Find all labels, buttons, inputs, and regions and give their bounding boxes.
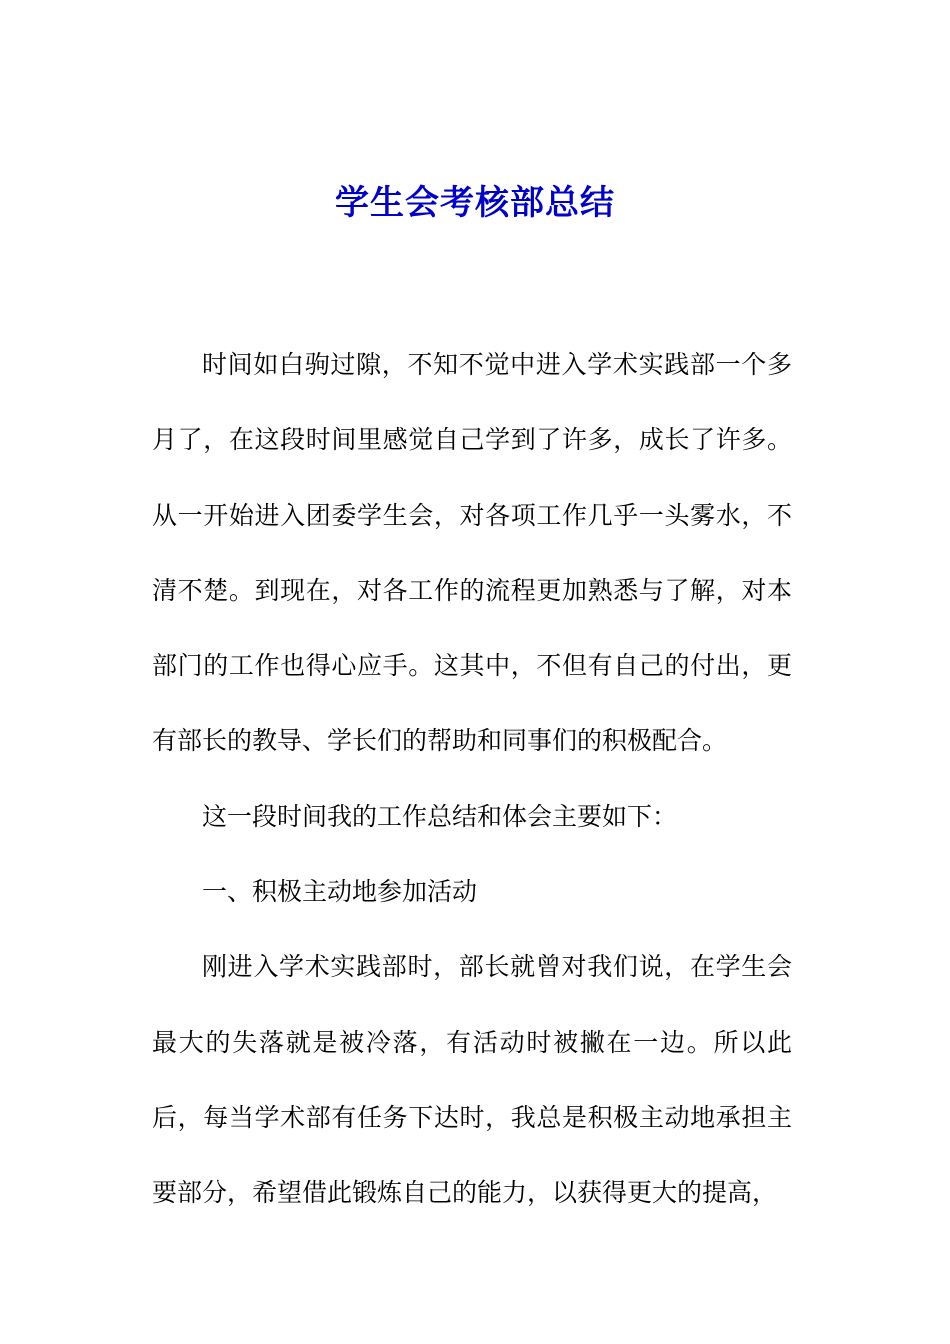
section-heading-1: 一、积极主动地参加活动 xyxy=(202,877,478,907)
document-title: 学生会考核部总结 xyxy=(335,183,615,223)
paragraph-summary-lead: 这一段时间我的工作总结和体会主要如下： xyxy=(202,801,678,831)
paragraph-intro: 时间如白驹过隙，不知不觉中进入学术实践部一个多月了，在这段时间里感觉自己学到了许多，成长了许多。从一开始进入团委学生会，对各项工作几乎一头雾水，不清不楚。到现在，对各工作的流程更加熟悉与了解，对本部门的工作也得心应手。这其中，不但有自己的付出，更有部长的教导、学长们的帮助和同事们的积极配合。 xyxy=(152,350,792,756)
paragraph-section-1: 刚进入学术实践部时，部长就曾对我们说，在学生会最大的失落就是被冷落，有活动时被撇在一边。所以此后，每当学术部有任务下达时，我总是积极主动地承担主要部分，希望借此锻炼自己的能力，以获得更大的提高， xyxy=(152,952,792,1208)
document-body xyxy=(152,327,792,1231)
